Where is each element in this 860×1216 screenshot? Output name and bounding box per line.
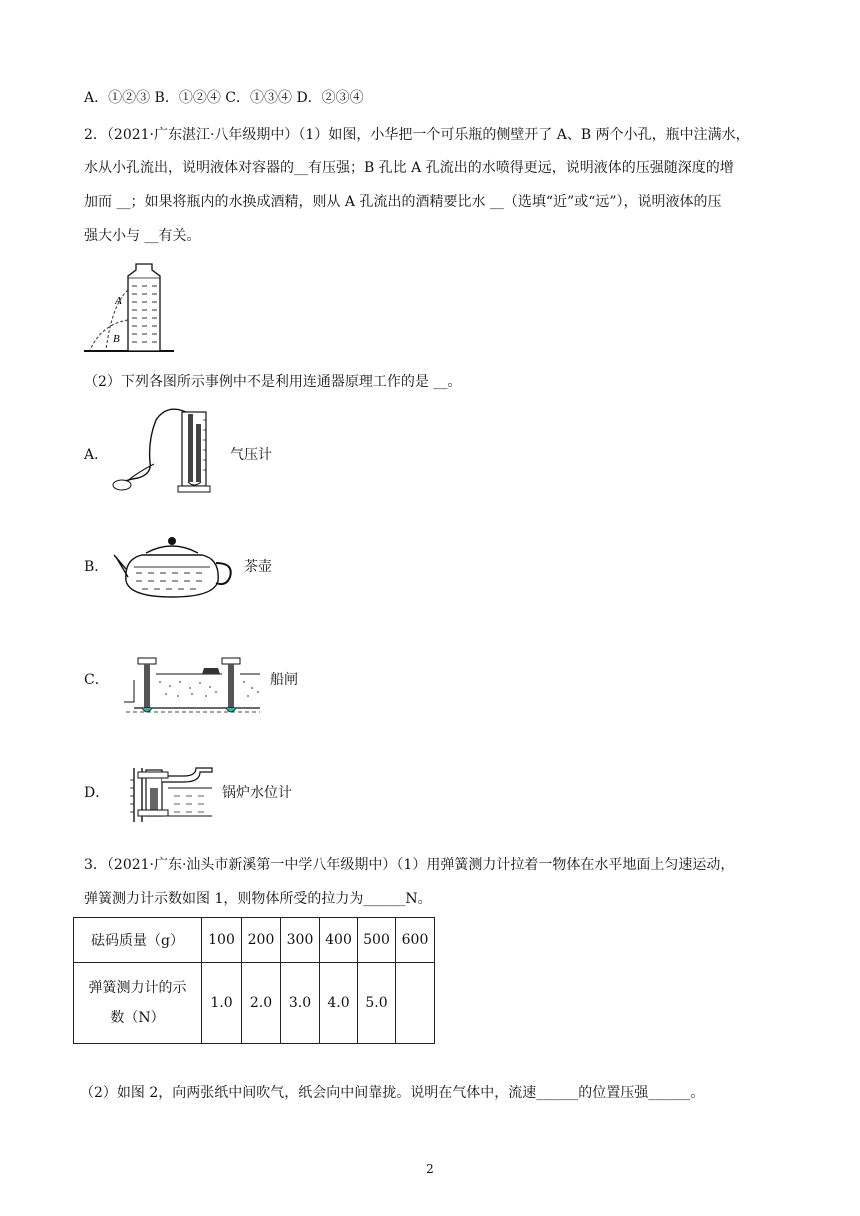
q2-line-1: 2．（2021·广东湛江·八年级期中）（1）如图，小华把一个可乐瓶的侧壁开了 A、B 两个小孔，瓶中注满水， bbox=[84, 127, 750, 143]
table-cell: 1.0 bbox=[202, 963, 242, 1044]
option-d-letter: D． bbox=[84, 785, 110, 801]
table-row bbox=[74, 963, 435, 1044]
ship-lock-figure bbox=[120, 652, 266, 716]
table-cell: 400 bbox=[320, 918, 358, 963]
table-cell: 5.0 bbox=[358, 963, 396, 1044]
table-header-mass: 砝码质量（g） bbox=[74, 918, 202, 963]
q3-part2: （2）如图 2，向两张纸中间吹气，纸会向中间靠拢。说明在气体中，流速______的位置压强______。 bbox=[80, 1085, 705, 1101]
option-a-caption: 气压计 bbox=[230, 447, 272, 463]
table-cell: 300 bbox=[281, 918, 320, 963]
q2-line-3: 加而 __；如果将瓶内的水换成酒精，则从 A 孔流出的酒精要比水 __（选填“近”或“远”），说明液体的压 bbox=[84, 194, 722, 210]
q2-part2: （2）下列各图所示事例中不是利用连通器原理工作的是 __。 bbox=[84, 374, 462, 390]
table-row bbox=[74, 918, 435, 963]
option-c-letter: C． bbox=[84, 672, 109, 688]
table-cell: 2.0 bbox=[242, 963, 281, 1044]
spring-scale-table bbox=[73, 917, 435, 1044]
q3-line-2: 弹簧测力计示数如图 1，则物体所受的拉力为______N。 bbox=[84, 891, 432, 907]
q2-line-2: 水从小孔流出，说明液体对容器的__有压强；B 孔比 A 孔流出的水喷得更远，说明液体的压强随深度的增 bbox=[84, 160, 734, 176]
boiler-gauge-figure bbox=[124, 760, 216, 830]
table-header-reading-line2: 数（N） bbox=[110, 1010, 165, 1026]
table-cell: 600 bbox=[396, 918, 435, 963]
bottle-figure bbox=[82, 260, 178, 356]
table-cell: 500 bbox=[358, 918, 396, 963]
table-cell bbox=[396, 963, 435, 1044]
option-a-letter: A． bbox=[84, 447, 109, 463]
page-number: 2 bbox=[426, 1162, 434, 1176]
table-cell: 200 bbox=[242, 918, 281, 963]
table-header-reading-line1: 弹簧测力计的示 bbox=[88, 980, 187, 996]
q3-line-1: 3．（2021·广东·汕头市新溪第一中学八年级期中）（1）用弹簧测力计拉着一物体在水平地面上匀速运动， bbox=[84, 857, 735, 873]
option-b-caption: 茶壶 bbox=[244, 559, 272, 575]
option-b-letter: B． bbox=[84, 559, 109, 575]
hole-b-label: B bbox=[113, 333, 120, 345]
table-cell: 100 bbox=[202, 918, 242, 963]
table-header-reading bbox=[74, 963, 202, 1044]
table-cell: 4.0 bbox=[320, 963, 358, 1044]
q2-line-4: 强大小与 __有关。 bbox=[84, 228, 201, 244]
option-c-caption: 船闸 bbox=[270, 672, 298, 688]
table-cell: 3.0 bbox=[281, 963, 320, 1044]
teapot-figure bbox=[112, 533, 238, 603]
barometer-figure bbox=[108, 400, 218, 500]
q1-options: A．①②③ B．①②④ C．①③④ D．②③④ bbox=[84, 90, 364, 106]
hole-a-label: A bbox=[115, 295, 122, 307]
option-d-caption: 锅炉水位计 bbox=[222, 785, 292, 801]
